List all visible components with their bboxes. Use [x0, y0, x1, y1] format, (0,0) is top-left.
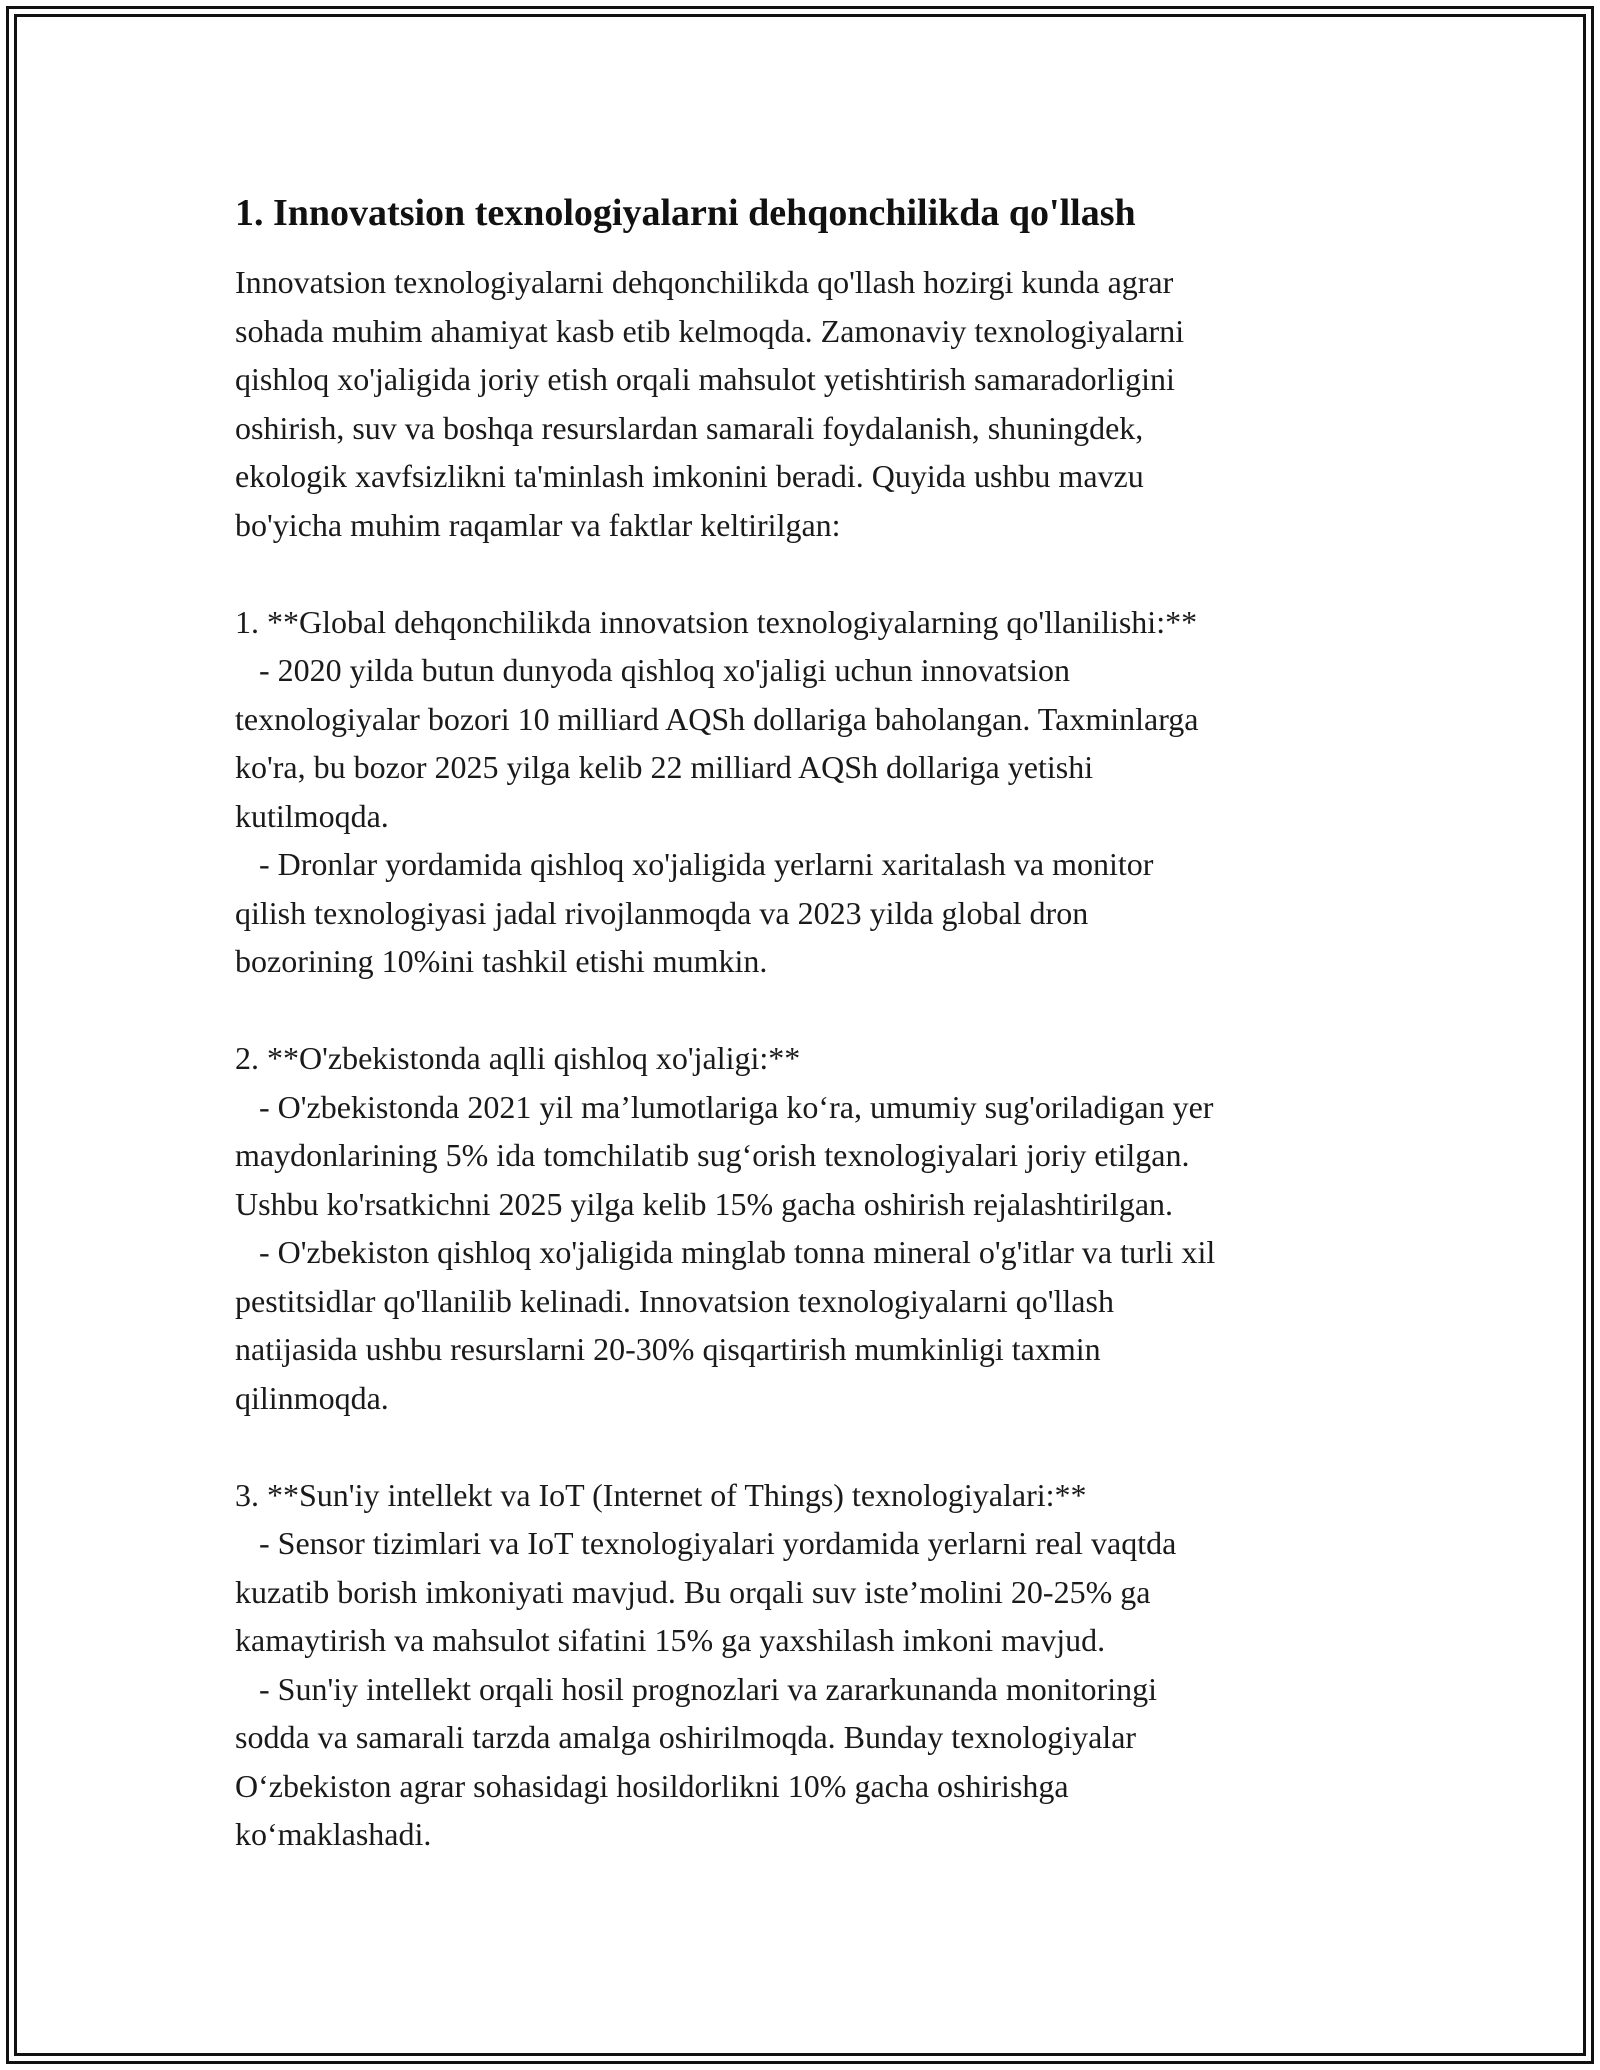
section-line: kutilmoqda. [235, 797, 389, 834]
section-line: sodda va samarali tarzda amalga oshirilmoqda. Bunday texnologiyalar [235, 1719, 1137, 1755]
intro-line: sohada muhim ahamiyat kasb etib kelmoqda. Zamonaviy texnologiyalarni [235, 312, 1185, 349]
paragraph-gap [235, 986, 1375, 1035]
section-line: - O'zbekiston qishloq xo'jaligida minglab tonna mineral o'g'itlar va turli xil [235, 1234, 1216, 1270]
section-heading: 2. **O'zbekistonda aqlli qishloq xo'jaligi:** [235, 1040, 801, 1076]
section-ai-iot [235, 1471, 1375, 1859]
paragraph-gap [235, 1422, 1375, 1471]
section-uzbekistan [235, 1034, 1375, 1422]
section-line: qilinmoqda. [235, 1379, 389, 1416]
section-line: texnologiyalar bozori 10 milliard AQSh dollariga baholangan. Taxminlarga [235, 700, 1199, 737]
section-line: kuzatib borish imkoniyati mavjud. Bu orqali suv iste’molini 20-25% ga [235, 1573, 1151, 1610]
section-line: - Sun'iy intellekt orqali hosil prognozlari va zararkunanda monitoringi [235, 1670, 1157, 1707]
section-line: - O'zbekistonda 2021 yil ma’lumotlariga ko‘ra, umumiy sug'oriladigan yer [235, 1088, 1214, 1125]
intro-paragraph [235, 258, 1375, 549]
section-line: maydonlarining 5% ida tomchilatib sug‘orish texnologiyalari joriy etilgan. [235, 1137, 1190, 1173]
intro-line: oshirish, suv va boshqa resurslardan samarali foydalanish, shuningdek, [235, 409, 1144, 446]
section-line: Ushbu ko'rsatkichni 2025 yilga kelib 15% gacha oshirish rejalashtirilgan. [235, 1185, 1174, 1222]
section-line: - Sensor tizimlari va IoT texnologiyalari yordamida yerlarni real vaqtda [235, 1525, 1177, 1561]
section-line: natijasida ushbu resurslarni 20-30% qisqartirish mumkinligi taxmin [235, 1331, 1101, 1367]
section-line: O‘zbekiston agrar sohasidagi hosildorlikni 10% gacha oshirishga [235, 1767, 1069, 1804]
section-heading: 3. **Sun'iy intellekt va IoT (Internet of Things) texnologiyalari:** [235, 1476, 1087, 1513]
section-line: qilish texnologiyasi jadal rivojlanmoqda va 2023 yilda global dron [235, 894, 1089, 931]
section-line: ko‘maklashadi. [235, 1816, 432, 1852]
intro-line: bo'yicha muhim raqamlar va faktlar keltirilgan: [235, 506, 841, 543]
section-line: - Dronlar yordamida qishloq xo'jaligida yerlarni xaritalash va monitor [235, 846, 1154, 882]
section-line: - 2020 yilda butun dunyoda qishloq xo'jaligi uchun innovatsion [235, 652, 1071, 688]
section-line: ko'ra, bu bozor 2025 yilga kelib 22 milliard AQSh dollariga yetishi [235, 749, 1094, 785]
intro-line: qishloq xo'jaligida joriy etish orqali mahsulot yetishtirish samaradorligini [235, 361, 1175, 397]
intro-line: Innovatsion texnologiyalarni dehqonchilikda qo'llash hozirgi kunda agrar [235, 264, 1174, 300]
section-heading: 1. **Global dehqonchilikda innovatsion texnologiyalarning qo'llanilishi:** [235, 603, 1198, 640]
section-line: bozorining 10%ini tashkil etishi mumkin. [235, 943, 768, 979]
intro-line: ekologik xavfsizlikni ta'minlash imkonini beradi. Quyida ushbu mavzu [235, 458, 1144, 494]
document-title: 1. Innovatsion texnologiyalarni dehqonchilikda qo'llash [235, 192, 1136, 234]
section-line: pestitsidlar qo'llanilib kelinadi. Innovatsion texnologiyalarni qo'llash [235, 1282, 1114, 1319]
section-global [235, 598, 1375, 986]
section-line: kamaytirish va mahsulot sifatini 15% ga yaxshilash imkoni mavjud. [235, 1622, 1106, 1658]
document-body [235, 190, 1375, 1859]
paragraph-gap [235, 549, 1375, 598]
